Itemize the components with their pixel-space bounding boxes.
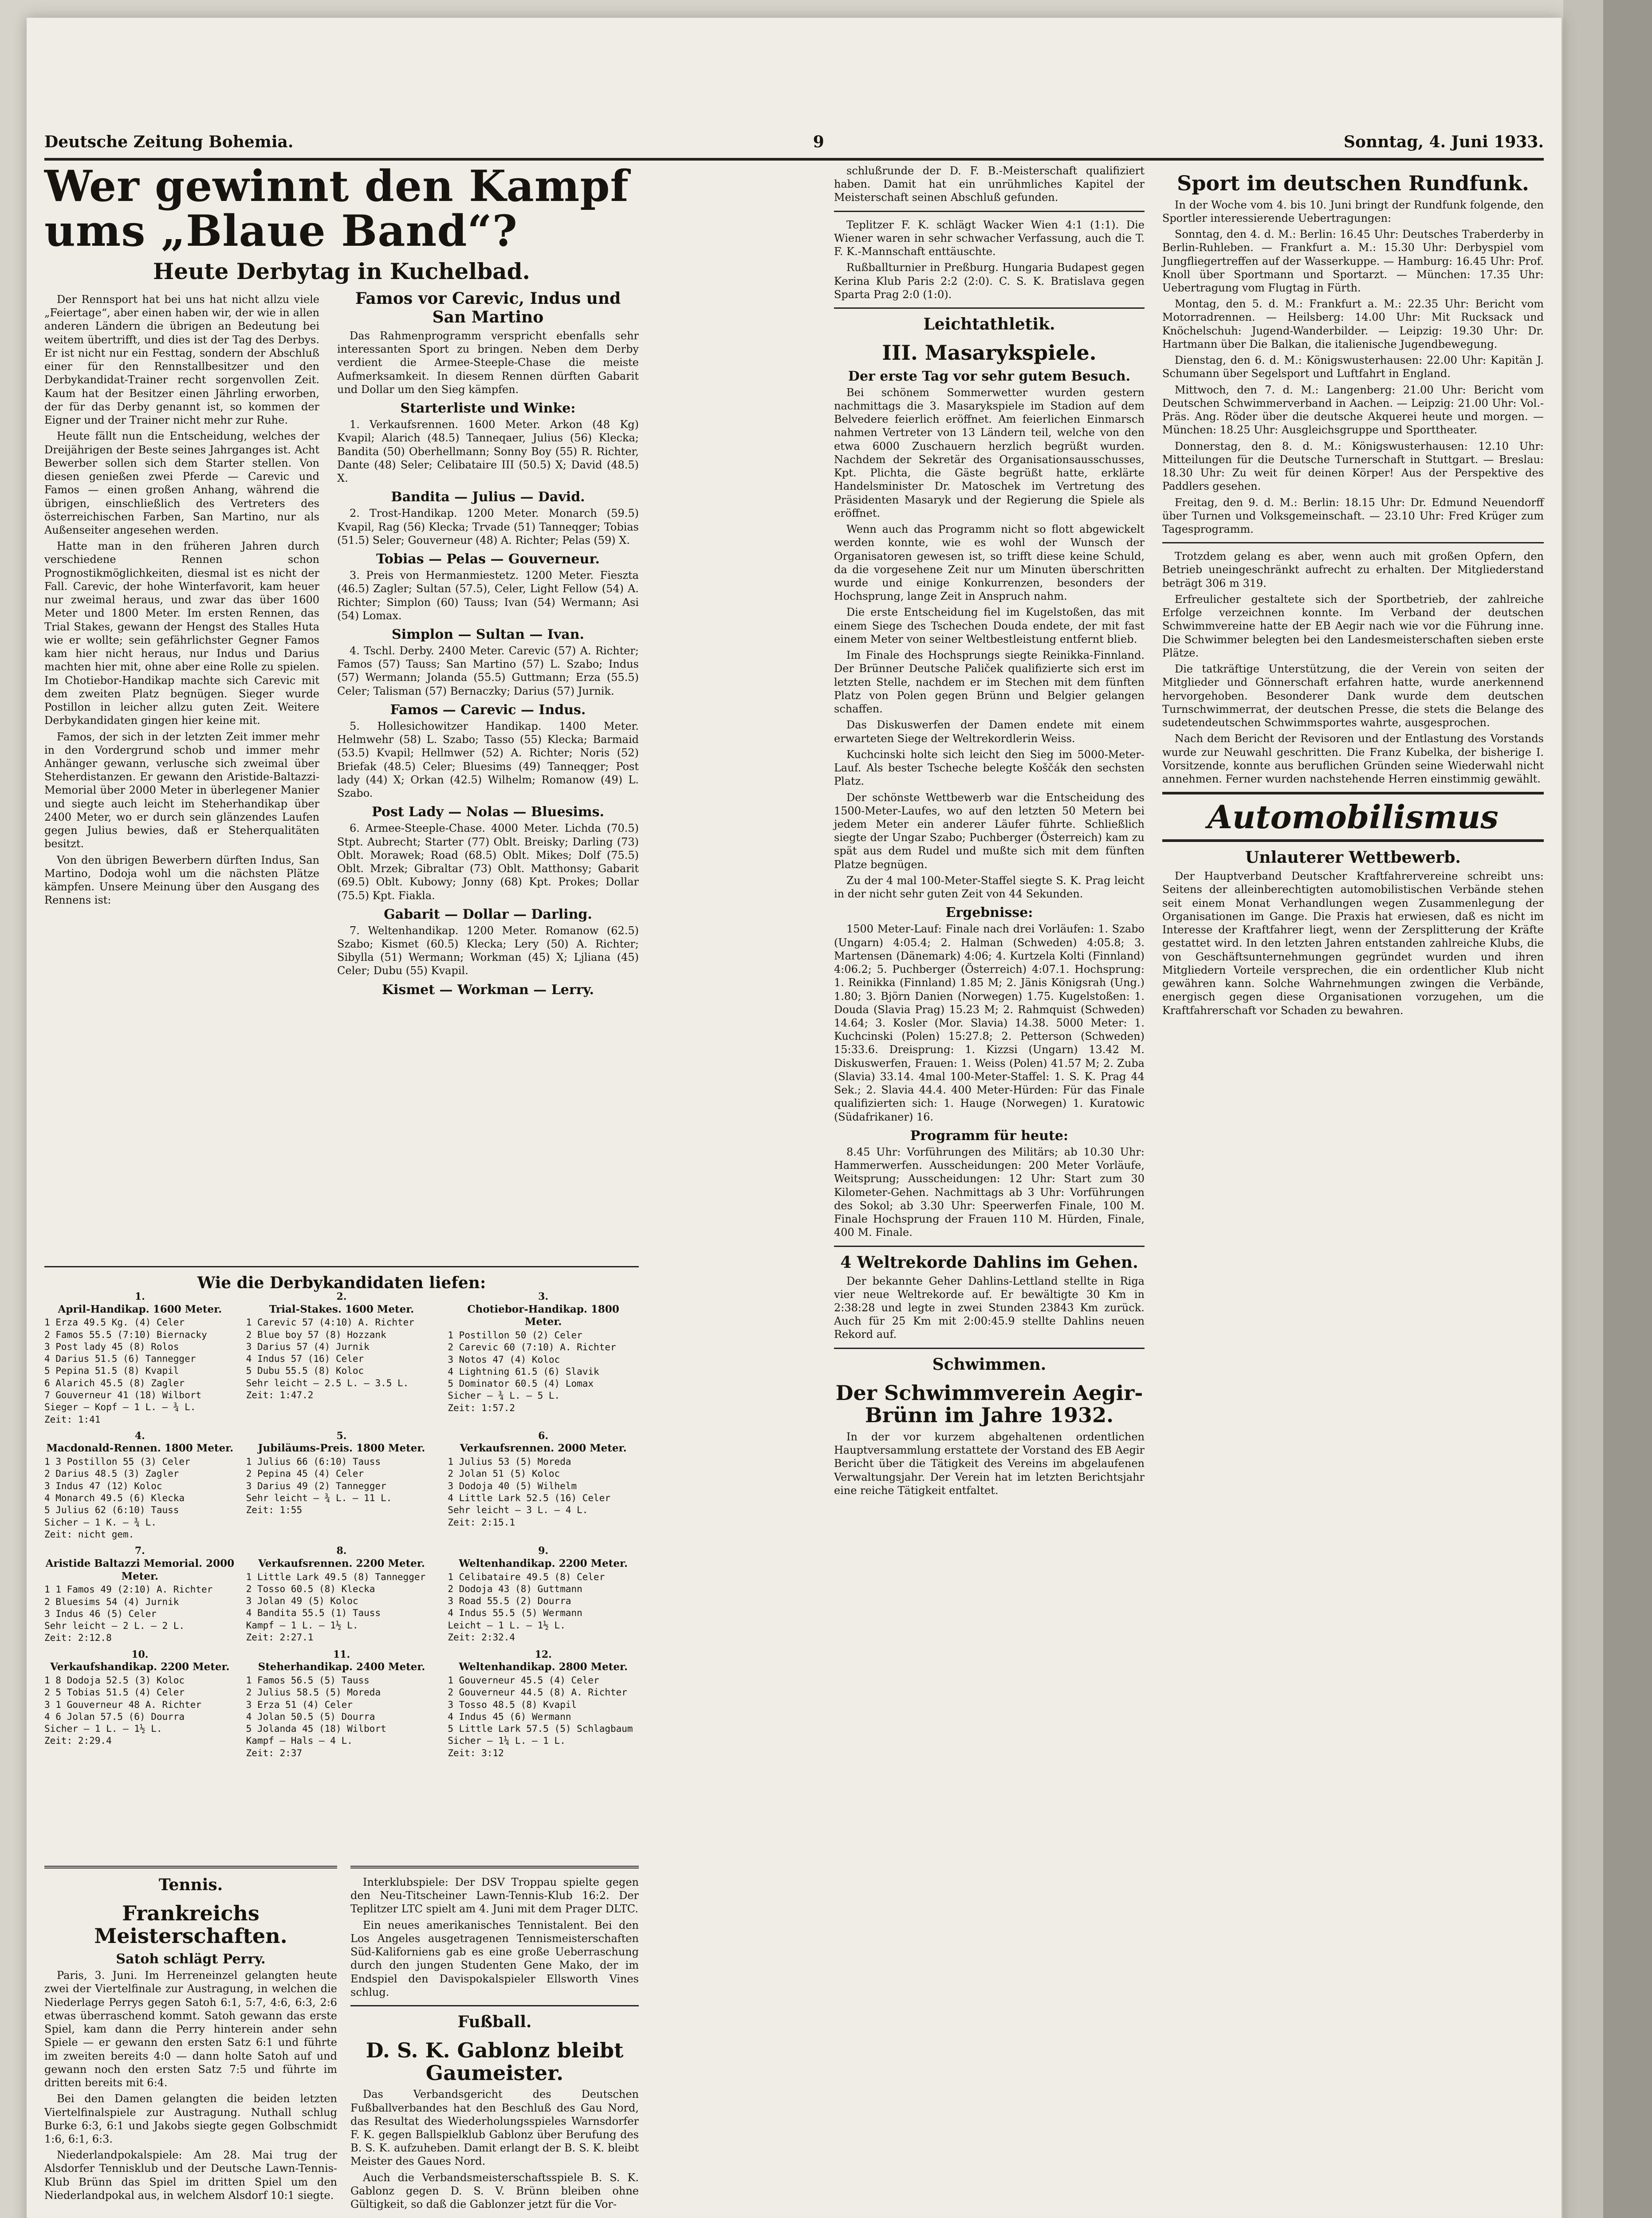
- paragraph: Niederlandpokalspiele: Am 28. Mai trug der Alsdorfer Tennisklub und der Deutsche Lawn-Tennis-Klub Brünn das Spiel im dritten Spiel um den Niederlandpokal aus, in welchem Alsdorf 10:1 siegte.: [44, 2149, 337, 2202]
- article-title: 4 Weltrekorde Dahlins im Gehen.: [840, 1253, 1138, 1272]
- paragraph: Famos, der sich in der letzten Zeit immer mehr in den Vordergrund schob und immer mehr Anhänger gewann, verlusche sich zweimal über Steherdistanzen. Er gewann den Aristide-Baltazzi-Memorial über 2000 Meter in überlegener Manier und siegte auch leicht im Steherhandikap über 2400 Meter, wo er durch sein glänzendes Laufen gegen Julius bewies, daß er Steherqualitäten besitzt.: [44, 730, 319, 850]
- paragraph: Rußballturnier in Preßburg. Hungaria Budapest gegen Kerina Klub Paris 2:2 (2:0). C. S. K. Bratislava gegen Sparta Prag 2:0 (1:0).: [834, 261, 1145, 301]
- paragraph: Interklubspiele: Der DSV Troppau spielte gegen den Neu-Titscheiner Lawn-Tennis-Klub 16:2. Der Teplitzer LTC spielt am 4. Juni mit dem Prager DLTC.: [350, 1876, 639, 1915]
- race-result-12: [448, 1649, 639, 1759]
- newspaper-page: [27, 18, 1562, 2218]
- paragraph: Kuchcinski holte sich leicht den Sieg im 5000-Meter-Lauf. Als bester Tscheche belegte Koščák den sechsten Platz.: [834, 748, 1145, 788]
- race-result-9: [448, 1545, 639, 1644]
- race-entry: 6. Armee-Steeple-Chase. 4000 Meter. Lichda (70.5) Stpt. Aubrecht; Starter (77) Oblt. Breisky; Darling (73) Oblt. Morawek; Road (68.5) Oblt. Mikes; Dolf (75.5) Oblt. Mrzek; Gibraltar (73) Oblt. Matthonsy; Gabarit (69.5) Oblt. Kubowy; Jonny (68) Kpt. Prokes; Dollar (75.5) Kpt. Fiakla.: [337, 822, 639, 902]
- race-lines: 1 Julius 53 (5) Moreda 2 Jolan 51 (5) Koloc 3 Dodoja 40 (5) Wilhelm 4 Little Lark 52.5 (16) Celer Sehr leicht — 3 L. — 4 L. Zeit: 2:15.1: [448, 1456, 610, 1528]
- paragraph: Von den übrigen Bewerbern dürften Indus, San Martino, Dodoja wohl um die nächsten Plätze kämpfen. Unsere Meinung über den Ausgang des Rennens ist:: [44, 853, 319, 907]
- race-entry: 7. Weltenhandikap. 1200 Meter. Romanow (62.5) Szabo; Kismet (60.5) Klecka; Lery (50) A. Richter; Sibylla (51) Wermann; Workman (45) X; Ljliana (45) Celer; Dubu (55) Kvapil.: [337, 924, 639, 977]
- derby-article-header: [44, 161, 639, 295]
- results-title: Ergebnisse:: [945, 905, 1033, 921]
- race-number: 1.: [134, 1291, 145, 1302]
- starter-list: [337, 284, 639, 999]
- paragraph: Auch die Verbandsmeisterschaftsspiele B. S. K. Gablonz gegen D. S. V. Brünn bleiben ohne Gültigkeit, so daß die Gablonzer jetzt für die Vor-: [350, 2171, 639, 2211]
- race-title: Macdonald-Rennen. 1800 Meter.: [46, 1442, 234, 1455]
- race-lines: 1 Postillon 50 (2) Celer 2 Carevic 60 (7:10) A. Richter 3 Notos 47 (4) Koloc 4 Lightning 61.5 (6) Slavik 5 Dominator 60.5 (4) Lomax Sicher — ¾ L. — 5 L. Zeit: 1:57.2: [448, 1330, 616, 1413]
- radio-day: Freitag, den 9. d. M.: Berlin: 18.15 Uhr: Dr. Edmund Neuendorff über Turnen und Volksgemeinschaft. — 23.10 Uhr: Fred Krüger zum Tagesprogramm.: [1162, 496, 1544, 535]
- paragraph: Das Diskuswerfen der Damen endete mit einem erwarteten Siege der Weltrekordlerin Weiss.: [834, 719, 1145, 745]
- paragraph: Der schönste Wettbewerb war die Entscheidung des 1500-Meter-Laufes, wo auf den letzten 50 Metern bei jedem Meter ein anderer Läufer führte. Schließlich siegte der Ungar Szabo; Puchberger (Österreich) kam zu spät aus dem Rudel und mußte sich mit dem fünften Platze begnügen.: [834, 791, 1145, 871]
- race-lines: 1 Celibataire 49.5 (8) Celer 2 Dodoja 43 (8) Guttmann 3 Road 55.5 (2) Dourra 4 Indus 55.5 (5) Wermann Leicht — 1 L. — 1½ L. Zeit: 2:32.4: [448, 1571, 605, 1643]
- race-lines: 1 Julius 66 (6:10) Tauss 2 Pepina 45 (4) Celer 3 Darius 49 (2) Tannegger Sehr leicht — ¾ L. — 11 L. Zeit: 1:55: [246, 1456, 392, 1516]
- derby-table-title: [44, 1260, 639, 1295]
- race-tip: Kismet — Workman — Lerry.: [382, 982, 594, 998]
- article-subtitle: Satoh schlägt Perry.: [116, 1951, 266, 1967]
- section-banner: Automobilismus: [1162, 792, 1544, 842]
- paragraph: schlußrunde der D. F. B.-Meisterschaft qualifiziert haben. Damit hat ein unrühmliches Kapitel der Meisterschaft seinen Abschluß gefunden.: [834, 165, 1145, 204]
- paragraph: Erfreulicher gestaltete sich der Sportbetrieb, der zahlreiche Erfolge verzeichnen konnte. Im Verband der deutschen Schwimmvereine hatte der EB Aegir nach wie vor die Führung inne. Die Schwimmer belegten bei den Landesmeisterschaften sieben erste Plätze.: [1162, 593, 1544, 659]
- race-result-5: [246, 1430, 437, 1541]
- paragraph: Bei den Damen gelangten die beiden letzten Viertelfinalspiele zur Austragung. Nuthall schlug Burke 6:3, 6:1 und Jakobs siegte gegen Golbschmidt 1:6, 6:1, 6:3.: [44, 2092, 337, 2145]
- derby-form-table: [44, 1291, 639, 1759]
- race-tip: Simplon — Sultan — Ivan.: [392, 626, 584, 642]
- race-result-7: [44, 1545, 236, 1644]
- subheadline: Heute Derbytag in Kuchelbad.: [153, 258, 530, 284]
- paragraph: Der bekannte Geher Dahlins-Lettland stellte in Riga vier neue Weltrekorde auf. Er bewältigte 30 Km in 2:38:28 und legte in zwei Stunden 23843 Km zurück. Auch für 25 Km mit 2:00:45.9 stellte Dahlins neuen Rekord auf.: [834, 1274, 1145, 1341]
- race-title: Verkaufsrennen. 2200 Meter.: [258, 1557, 425, 1569]
- race-lines: 1 Carevic 57 (4:10) A. Richter 2 Blue boy 57 (8) Hozzank 3 Darius 57 (4) Jurnik 4 Indus 57 (16) Celer 5 Dubu 55.5 (8) Koloc Sehr leicht — 2.5 L. — 3.5 L. Zeit: 1:47.2: [246, 1317, 414, 1401]
- race-number: 11.: [333, 1648, 350, 1660]
- race-entry: 2. Trost-Handikap. 1200 Meter. Monarch (59.5) Kvapil, Rag (56) Klecka; Trvade (51) Tanneqger; Tobias (51.5) Seler; Gouverneur (48) A. Richter; Pelas (59) X.: [337, 507, 639, 547]
- paragraph: In der vor kurzem abgehaltenen ordentlichen Hauptversammlung erstattete der Vorstand des EB Aegir Bericht über die Tätigkeit des Vereins im abgelaufenen Verwaltungsjahr. Der Verein hat im letzten Berichtsjahr eine reiche Tätigkeit entfaltet.: [834, 1430, 1145, 1497]
- race-number: 3.: [538, 1291, 549, 1302]
- race-result-1: [44, 1291, 236, 1426]
- article-title: III. Masarykspiele.: [882, 341, 1097, 365]
- race-number: 9.: [538, 1545, 549, 1557]
- race-tip: Tobias — Pelas — Gouverneur.: [376, 551, 600, 567]
- race-entry: 4. Tschl. Derby. 2400 Meter. Carevic (57) A. Richter; Famos (57) Tauss; San Martino (57) L. Szabo; Indus (57) Wermann; Jolanda (55.5) Guttmann; Erza (55.5) Celer; Talisman (57) Bernaczky; Darius (57) Jurnik.: [337, 644, 639, 697]
- race-entry: 3. Preis von Hermanmiestetz. 1200 Meter. Fieszta (46.5) Zagler; Sultan (57.5), Celer, Light Fellow (54) A. Richter; Simplon (60) Tauss; Ivan (54) Wermann; Asi (54) Lomax.: [337, 569, 639, 622]
- race-lines: 1 Gouverneur 45.5 (4) Celer 2 Gouverneur 44.5 (8) A. Richter 3 Tosso 48.5 (8) Kvapil 4 Indus 45 (6) Wermann 5 Little Lark 57.5 (5) Schlagbaum Sicher — 1¼ L. — 1 L. Zeit: 3:12: [448, 1675, 633, 1758]
- race-title: Chotiebor-Handikap. 1800 Meter.: [467, 1303, 619, 1328]
- race-title: April-Handikap. 1600 Meter.: [58, 1303, 222, 1315]
- race-result-3: [448, 1291, 639, 1426]
- radio-day: Sonntag, den 4. d. M.: Berlin: 16.45 Uhr: Deutsches Traberderby in Berlin-Ruhleben. — Frankfurt a. M.: 15.30 Uhr: Derbyspiel vom Jungfliegertreffen auf der Wasserkuppe. — Hamburg: 16.45 Uhr: Prof. Knoll über Sportmann und Sportarzt. — München: 17.35 Uhr: Uebertragung vom Flugtag in Fürth.: [1162, 228, 1544, 294]
- race-number: 2.: [336, 1291, 347, 1302]
- paragraph: Im Finale des Hochsprungs siegte Reinikka-Finnland. Der Brünner Deutsche Paliček qualifizierte sich erst im letzten Stelle, nachdem er im Stechen mit dem fünften Platz von Polen gegen Brünn und Belgier gelangen schaffen.: [834, 649, 1145, 716]
- paragraph: Wenn auch das Programm nicht so flott abgewickelt werden konnte, wie es wohl der Wunsch der Organisatoren gewesen ist, so trifft diese keine Schuld, da die vorgesehene Zeit nur um Minuten überschritten wurde und einige Konkurrenzen, besonders der Hochsprung, lange Zeit in Anspruch nahm.: [834, 523, 1145, 603]
- tennis-section: [44, 1859, 337, 2205]
- race-result-2: [246, 1291, 437, 1426]
- race-title: Steherhandikap. 2400 Meter.: [258, 1661, 425, 1673]
- race-result-10: [44, 1649, 236, 1759]
- paragraph: Teplitzer F. K. schlägt Wacker Wien 4:1 (1:1). Die Wiener waren in sehr schwacher Verfassung, auch die T. F. K.-Mannschaft enttäuschte.: [834, 218, 1145, 258]
- program-text: 8.45 Uhr: Vorführungen des Militärs; ab 10.30 Uhr: Hammerwerfen. Ausscheidungen: 200 Meter Vorläufe, Weitsprung; Ausscheidungen: 12 Uhr: Start zum 30 Kilometer-Gehen. Nachmittags ab 3 Uhr: Vorführungen des Sokol; ab 3.30 Uhr: Speerwerfen Finale, 100 M. Finale Hochsprung der Frauen 110 M. Hürden, Finale, 400 M. Finale.: [834, 1145, 1145, 1239]
- paragraph: Die tatkräftige Unterstützung, die der Verein von seiten der Mitglieder und Gönnerschaft erfahren hatte, wurde anerkennend hervorgehoben. Besonderer Dank wurde dem deutschen Turnschwimmerrat, der deutschen Presse, die stets die Belange des sudetendeutschen Schwimmsportes wahrte, ausgesprochen.: [1162, 663, 1544, 729]
- article-subtitle: Der erste Tag vor sehr gutem Besuch.: [848, 368, 1131, 384]
- race-number: 4.: [134, 1430, 145, 1442]
- football-section: [350, 1859, 639, 2214]
- paragraph: Der Rennsport hat bei uns hat nicht allzu viele „Feiertage“, aber einen haben wir, der wie in allen anderen Ländern die übrigen an Bedeutung bei weitem übertrifft, und dies ist der Tag des Derbys. Er ist nicht nur ein Festtag, sondern der Abschluß einer für den Rennstallbesitzer und den Derbykandidat-Trainer recht sorgenvollen Zeit. Kaum hat der Besitzer einen Jährling erworben, der für das Derby genannt ist, so kommen der Eigner und der Trainer nicht mehr zur Ruhe.: [44, 293, 319, 427]
- section-label: Tennis.: [158, 1876, 223, 1894]
- race-title: Jubiläums-Preis. 1800 Meter.: [258, 1442, 425, 1455]
- race-tip: Gabarit — Dollar — Darling.: [384, 906, 592, 922]
- race-number: 8.: [336, 1545, 347, 1557]
- paragraph: Zu der 4 mal 100-Meter-Staffel siegte S. K. Prag leicht in der nicht sehr guten Zeit von 44 Sekunden.: [834, 874, 1145, 901]
- section-title: Famos vor Carevic, Indus und San Martino: [355, 289, 621, 326]
- section-label: Leichtathletik.: [923, 315, 1055, 334]
- paragraph: Heute fällt nun die Entscheidung, welches der Dreijährigen der Beste seines Jahrganges ist. Acht Bewerber sollen sich dem Starter stellen. Von diesen genießen zwei Pferde — Carevic und Famos — einen großen Anhang, während die übrigen, einschließlich des Vertreters des österreichischen Farben, San Martino, nur als Außenseiter angesehen werden.: [44, 430, 319, 536]
- race-result-6: [448, 1430, 639, 1541]
- article-title: Sport im deutschen Rundfunk.: [1177, 171, 1529, 195]
- race-number: 12.: [535, 1648, 552, 1660]
- race-title: Verkaufsrennen. 2000 Meter.: [460, 1442, 627, 1455]
- table-title: Wie die Derbykandidaten liefen:: [197, 1274, 486, 1292]
- page-edge: [1563, 0, 1652, 2218]
- paragraph: Paris, 3. Juni. Im Herreneinzel gelangten heute zwei der Viertelfinale zur Austragung, in welchen die Niederlage Perrys gegen Satoh 6:1, 5:7, 4:6, 6:3, 2:6 etwas überraschend kommt. Satoh gewann das erste Spiel, kam dann die Perry hinterein ander sehn Spiele — er gewann den ersten Satz 6:1 und führte im zweiten bereits 4:0 — dann holte Satoh auf und gewann noch den ersten Satz 7:5 und führte im dritten bereits mit 6:4.: [44, 1969, 337, 2089]
- race-number: 6.: [538, 1430, 549, 1442]
- radio-auto-column: [1162, 164, 1544, 1020]
- paragraph: Bei schönem Sommerwetter wurden gestern nachmittags die 3. Masarykspiele im Stadion auf dem Belvedere feierlich eröffnet. Am feierlichen Einmarsch nahmen Vertreter von 13 Ländern teil, welche von den etwa 6000 Zuschauern herzlich begrüßt wurden. Nachdem der Sekretär des Organisationsausschusses, Kpt. Plichta, die Gäste begrüßt hatte, erklärte Handelsminister Dr. Matoschek im Vertretung des Präsidenten Masaryk und der Regierung die Spiele als eröffnet.: [834, 386, 1145, 519]
- race-number: 7.: [134, 1545, 145, 1557]
- race-tip: Bandita — Julius — David.: [391, 489, 585, 505]
- race-lines: 1 Famos 56.5 (5) Tauss 2 Julius 58.5 (5) Moreda 3 Erza 51 (4) Celer 4 Jolan 50.5 (5) Dourra 5 Jolanda 45 (18) Wilbort Kampf — Hals — 4 L. Zeit: 2:37: [246, 1675, 386, 1758]
- paragraph: Das Rahmenprogramm verspricht ebenfalls sehr interessanten Sport zu bringen. Neben dem Derby verdient die Armee-Steeple-Chase die meiste Aufmerksamkeit. In diesem Rennen dürften Gabarit und Dollar um den Sieg kämpfen.: [337, 330, 639, 396]
- paragraph: Trotzdem gelang es aber, wenn auch mit großen Opfern, den Betrieb uneingeschränkt aufrecht zu erhalten. Der Mitgliederstand beträgt 306 m 319.: [1162, 550, 1544, 590]
- paragraph: In der Woche vom 4. bis 10. Juni bringt der Rundfunk folgende, den Sportler interessierende Uebertragungen:: [1162, 198, 1544, 224]
- race-entry: 1. Verkaufsrennen. 1600 Meter. Arkon (48 Kg) Kvapil; Alarich (48.5) Tanneqaer, Julius (56) Klecka; Bandita (50) Oberhellmann; Sonny Boy (55) R. Richter, Dante (48) Seler; Celibataire III (50.5) X; David (48.5) X.: [337, 418, 639, 485]
- results-text: 1500 Meter-Lauf: Finale nach drei Vorläufen: 1. Szabo (Ungarn) 4:05.4; 2. Halman (Schweden) 4:05.8; 3. Martensen (Dänemark) 4:06; 4. Kurtzela Kolti (Finnland) 4:06.2; 5. Puchberger (Österreich) 4:07.1. Hochsprung: 1. Reinikka (Finnland) 1.85 M; 2. Jänis Königsrah (Ung.) 1.80; 3. Björn Danien (Norwegen) 1.75. Kugelstoßen: 1. Douda (Slavia Prag) 15.23 M; 2. Rahmquist (Schweden) 14.64; 3. Kosler (Mor. Slavia) 14.38. 5000 Meter: 1. Kuchcinski (Polen) 15:27.8; 2. Petterson (Schweden) 15:33.6. Dreisprung: 1. Kizzsi (Ungarn) 13.42 M. Diskuswerfen, Frauen: 1. Weiss (Polen) 41.57 M; 2. Zuba (Slavia) 33.14. 4mal 100-Meter-Staffel: 1. S. K. Prag 44 Sek.; 2. Slavia 44.4. 400 Meter-Hürden: Für das Finale qualifizierten sich: 1. Hauge (Norwegen) 1. Kuratowic (Südafrikaner) 16.: [834, 923, 1145, 1123]
- race-lines: 1 Erza 49.5 Kg. (4) Celer 2 Famos 55.5 (7:10) Biernacky 3 Post lady 45 (8) Rolos 4 Darius 51.5 (6) Tannegger 5 Pepina 51.5 (8) Kvapil 6 Alarich 45.5 (8) Zagler 7 Gouverneur 41 (18) Wilbort Sieger — Kopf — 1 L. — ¾ L. Zeit: 1:41: [44, 1317, 207, 1425]
- page-number: 9: [813, 133, 824, 151]
- race-title: Verkaufshandikap. 2200 Meter.: [50, 1661, 230, 1673]
- paragraph: Das Verbandsgericht des Deutschen Fußballverbandes hat den Beschluß des Gau Nord, das Resultat des Wiederholungsspieles Warnsdorfer F. K. gegen Ballspielklub Gablonz über Berufung des B. S. K. aufzuheben. Damit erlangt der B. S. K. bleibt Meister des Gaues Nord.: [350, 2088, 639, 2168]
- race-result-8: [246, 1545, 437, 1644]
- derby-article-body: [44, 293, 319, 910]
- race-lines: 1 8 Dodoja 52.5 (3) Koloc 2 5 Tobias 51.5 (4) Celer 3 1 Gouverneur 48 A. Richter 4 6 Jolan 57.5 (6) Dourra Sicher — 1 L. — 1½ L. Zeit: 2:29.4: [44, 1675, 202, 1746]
- radio-day: Mittwoch, den 7. d. M.: Langenberg: 21.00 Uhr: Bericht vom Deutschen Schwimmerverband in Aachen. — Leipzig: 21.00 Uhr: Vol.-Präs. Ang. Röder über die deutsche Akquerei heute und morgen. — München: 18.25 Uhr: Ausgleichsgruppe und Sporttheater.: [1162, 383, 1544, 437]
- article-title: Der Schwimmverein Aegir-Brünn im Jahre 1932.: [835, 1380, 1143, 1428]
- paragraph: Der Hauptverband Deutscher Kraftfahrervereine schreibt uns: Seitens der alleinberechtigten automobilistischen Verbände stehen seit einem Monat Verhandlungen wegen Zusammenlegung der Organisationen im Gange. Die Praxis hat erwiesen, daß es nicht im Interesse der Kraftfahrer liegt, wenn der Zersplitterung der Kräfte gestattet wird. In den letzten Jahren entstanden zahlreiche Klubs, die von Geschäftsunternehmungen gegründet wurden und ihren Mitgliedern Vorteile versprechen, die ein ordentlicher Klub nicht gewähren kann. Solche Wahrnehmungen zwingen die Verbände, energisch gegen diese Organisationen vorzugehen, um die Kraftfahrerschaft vor Schaden zu bewahren.: [1162, 870, 1544, 1017]
- athletics-column: [834, 164, 1145, 1500]
- article-title: D. S. K. Gablonz bleibt Gaumeister.: [366, 2038, 624, 2085]
- issue-date: Sonntag, 4. Juni 1933.: [1344, 133, 1544, 151]
- radio-day: Donnerstag, den 8. d. M.: Königswusterhausen: 12.10 Uhr: Mitteilungen für die Deutsche Turnerschaft in Stuttgart. — Breslau: 18.30 Uhr: Zu weit für deinen Körper! Aus der Perspektive des Paddlers gesehen.: [1162, 440, 1544, 493]
- race-lines: 1 1 Famos 49 (2:10) A. Richter 2 Bluesims 54 (4) Jurnik 3 Indus 46 (5) Celer Sehr leicht — 2 L. — 2 L. Zeit: 2:12.8: [44, 1584, 213, 1644]
- radio-day: Montag, den 5. d. M.: Frankfurt a. M.: 22.35 Uhr: Bericht vom Motorradrennen. — Heilsberg: 14.00 Uhr: Mit Rucksack und Knöchelschuh: Jugend-Wanderbilder. — Leipzig: 19.30 Uhr: Dr. Hartmann über Die Balkan, die italienische Jugendbewegung.: [1162, 298, 1544, 350]
- paragraph: Die erste Entscheidung fiel im Kugelstoßen, das mit einem Siege des Tschechen Douda endete, der mit fast einem Meter von seiner Weltbestleistung entfernt blieb.: [834, 606, 1145, 645]
- program-title: Programm für heute:: [910, 1128, 1069, 1144]
- race-entry: 5. Hollesichowitzer Handikap. 1400 Meter. Helmwehr (58) L. Szabo; Tasso (55) Klecka; Barmaid (53.5) Kvapil; Hellmwer (52) A. Richter; Noris (52) Briefak (48.5) Celer; Bluesims (49) Tanneqger; Post lady (44) X; Orkan (42.5) Wilhelm; Romanow (49) L. Szabo.: [337, 720, 639, 800]
- race-tip: Famos — Carevic — Indus.: [390, 702, 586, 718]
- paragraph: Nach dem Bericht der Revisoren und der Entlastung des Vorstands wurde zur Neuwahl geschritten. Die Franz Kubelka, der bisherige I. Vorsitzende, konnte aus beruflichen Gründen seine Wiederwahl nicht annehmen. Ferner wurden nachstehende Herren einstimmig gewählt.: [1162, 732, 1544, 785]
- running-header: [44, 129, 1544, 161]
- race-lines: 1 Little Lark 49.5 (8) Tannegger 2 Tosso 60.5 (8) Klecka 3 Jolan 49 (5) Koloc 4 Bandita 55.5 (1) Tauss Kampf — 1 L. — 1½ L. Zeit: 2:27.1: [246, 1571, 426, 1643]
- masthead-left: Deutsche Zeitung Bohemia.: [44, 133, 294, 151]
- article-title: Frankreichs Meisterschaften.: [94, 1901, 287, 1948]
- race-result-11: [246, 1649, 437, 1759]
- radio-day: Dienstag, den 6. d. M.: Königswusterhausen: 22.00 Uhr: Kapitän J. Schumann über Segelsport und Luftfahrt in England.: [1162, 354, 1544, 380]
- race-tip: Post Lady — Nolas — Bluesims.: [372, 804, 604, 820]
- race-number: 10.: [131, 1648, 149, 1660]
- race-title: Aristide Baltazzi Memorial. 2000 Meter.: [45, 1557, 235, 1582]
- race-result-4: [44, 1430, 236, 1541]
- race-number: 5.: [336, 1430, 347, 1442]
- race-title: Trial-Stakes. 1600 Meter.: [269, 1303, 414, 1315]
- section-label: Schwimmen.: [932, 1355, 1046, 1374]
- headline: Wer gewinnt den Kampf ums „Blaue Band“?: [44, 161, 629, 256]
- article-title: Unlauterer Wettbewerb.: [1245, 848, 1461, 867]
- paragraph: Ein neues amerikanisches Tennistalent. Bei den Los Angeles ausgetragenen Tennismeisterschaften Süd-Kaliforniens gab es eine große Ueberraschung durch den jungen Studenten Gene Mako, der im Endspiel den Davispokalspieler Ellsworth Vines schlug.: [350, 1919, 639, 1998]
- race-title: Weltenhandikap. 2200 Meter.: [459, 1557, 628, 1569]
- paragraph: Hatte man in den früheren Jahren durch verschiedene Rennen schon Prognostikmöglichkeiten, diesmal ist es nicht der Fall. Carevic, der hohe Winterfavorit, kam heuer nur zweimal heraus, und zwar das über 1600 Meter und 1800 Meter. Im ersten Rennen, das Trial Stakes, gewann der Hengst des Stalles Huta wie er wollte; sein gefährlichster Gegner Famos kam hier nicht heraus, nur Indus und Darius machten hier mit, ohne aber eine Rolle zu spielen. Im Chotiebor-Handikap machte sich Carevic mit dem zweiten Platz begnügen. Sieger wurde Postillon in leicher allzu guten Zeit. Weitere Derbykandidaten gingen hier keine mit.: [44, 540, 319, 727]
- section-subtitle: Starterliste und Winke:: [400, 401, 576, 417]
- section-label: Fußball.: [457, 2013, 532, 2032]
- race-title: Weltenhandikap. 2800 Meter.: [459, 1661, 628, 1673]
- race-lines: 1 3 Postillon 55 (3) Celer 2 Darius 48.5 (3) Zagler 3 Indus 47 (12) Koloc 4 Monarch 49.5 (6) Klecka 5 Julius 62 (6:10) Tauss Sicher — 1 K. — ¾ L. Zeit: nicht gem.: [44, 1456, 190, 1540]
